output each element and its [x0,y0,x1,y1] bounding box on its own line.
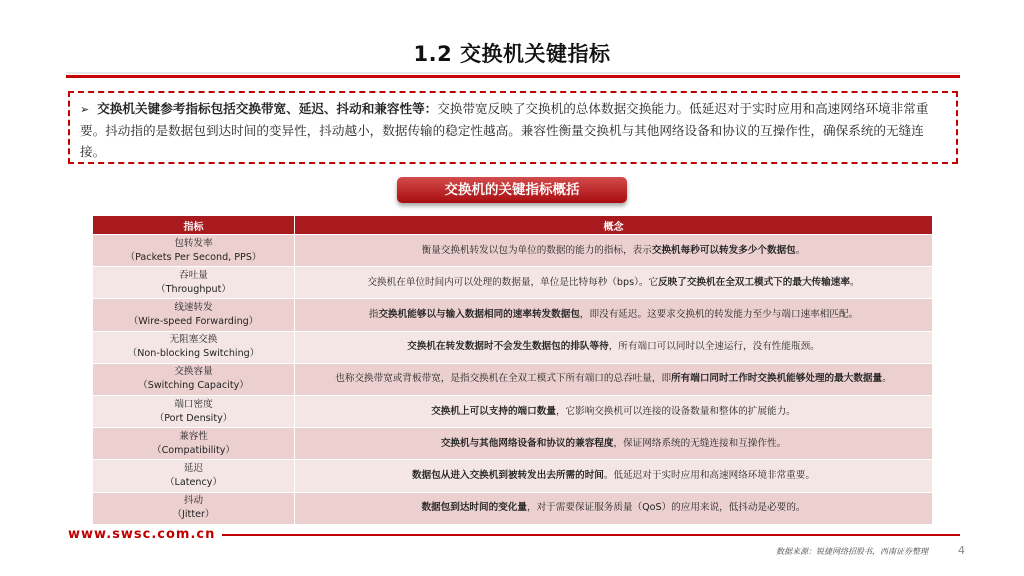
table-row [93,267,933,299]
concept-text: ，即没有延迟。这要求交换机的转发能力至少与端口速率相匹配。 [579,308,859,320]
concept-highlight: 交换机与其他网络设备和协议的兼容程度 [440,437,614,449]
metric-name-cell [93,460,295,492]
concept-text: 衡量交换机转发以包为单位的数据的能力的指标，表示 [421,244,652,256]
table-row [93,363,933,395]
metric-name-english: （Latency） [164,476,223,488]
metric-name-cell [93,299,295,331]
metric-name: 无阻塞交换 [169,334,218,346]
metric-name-cell [93,492,295,524]
metric-name-english: （Port Density） [154,412,233,424]
metric-name-english: （Non-blocking Switching） [127,348,260,360]
metric-name-cell [93,428,295,460]
metric-name: 抖动 [183,495,204,507]
table-row [93,331,933,363]
summary-box [68,91,958,164]
table-row [93,492,933,524]
metric-name-cell [93,363,295,395]
metric-name-english: （Wire-speed Forwarding） [128,315,259,327]
summary-lead: 交换机关键参考指标包括交换带宽、延迟、抖动和兼容性等： [97,101,438,116]
footer-source: 数据来源：锐捷网络招股书，西南证券整理 [776,547,928,556]
concept-text: 。 [882,373,892,385]
metric-concept-cell [295,331,933,363]
concept-text: 交换机在单位时间内可以处理的数据量，单位是比特每秒（bps）。它 [367,276,659,288]
metrics-table-body [93,235,933,525]
title-divider [66,72,960,78]
summary-body: 交换带宽反映了交换机的总体数据交换能力。低延迟对于实时应用和高速网络环境非常重要。抖动指的是数据包到达时间的变异性，抖动越小，数据传输的稳定性越高。兼容性衡量交换机与其他网络设备和协议的互操作性，确保系统的无缝连接。 [80,101,929,159]
column-header-concept: 概念 [295,216,933,235]
metric-name: 包转发率 [174,237,213,249]
footer-website: www.swsc.com.cn [68,527,216,542]
table-row [93,299,933,331]
metric-concept-cell [295,460,933,492]
concept-text: ，保证网络系统的无缝连接和互操作性。 [613,437,787,449]
arrow-bullet-icon: ➢ [80,103,90,116]
table-row [93,235,933,267]
concept-text: ，对于需要保证服务质量（QoS）的应用来说，低抖动是必要的。 [526,502,806,514]
table-row [93,460,933,492]
metric-concept-cell [295,235,933,267]
footer-divider [222,534,960,536]
metric-name: 线速转发 [174,301,213,313]
metric-concept-cell [295,492,933,524]
concept-text: 指 [368,308,379,320]
metric-concept-cell [295,363,933,395]
concept-highlight: 交换机能够以与输入数据相同的速率转发数据包 [378,308,580,320]
metric-name: 交换容量 [174,366,213,378]
metric-name-cell [93,331,295,363]
metric-name: 端口密度 [174,398,213,410]
concept-text: 。 [795,244,806,256]
concept-text: ，所有端口可以同时以全速运行，没有性能瓶颈。 [608,341,820,353]
column-header-metric: 指标 [93,216,295,235]
metric-name-cell [93,395,295,427]
metric-name: 兼容性 [179,430,208,442]
metric-concept-cell [295,395,933,427]
metric-name-english: （Jitter） [172,509,215,521]
concept-highlight: 所有端口同时工作时交换机能够处理的最大数据量 [671,373,883,385]
metric-name-english: （Switching Capacity） [138,380,249,392]
concept-text: 也称交换带宽或背板带宽，是指交换机在全双工模式下所有端口的总吞吐量，即 [335,373,672,385]
metric-name-english: （Packets Per Second, PPS） [125,251,262,263]
concept-text: ，它影响交换机可以连接的设备数量和整体的扩展能力。 [555,405,796,417]
concept-highlight: 交换机上可以支持的端口数量 [431,405,556,417]
metric-name-cell [93,267,295,299]
table-header-row [93,216,933,235]
metric-name: 延迟 [183,462,204,474]
metric-concept-cell [295,299,933,331]
concept-highlight: 交换机在转发数据时不会发生数据包的排队等待 [407,341,609,353]
metrics-table [92,215,933,525]
metric-concept-cell [295,267,933,299]
section-badge: 交换机的关键指标概括 [397,177,627,203]
page-number: 4 [958,544,965,557]
metric-concept-cell [295,428,933,460]
concept-highlight: 数据包到达时间的变化量 [421,502,527,514]
concept-highlight: 反映了交换机在全双工模式下的最大传输速率 [658,276,850,288]
table-row [93,428,933,460]
concept-text: 。低延迟对于实时应用和高速网络环境非常重要。 [603,469,815,481]
metric-name-english: （Compatibility） [151,444,236,456]
page-title: 1.2 交换机关键指标 [413,42,611,66]
table-row [93,395,933,427]
metric-name: 吞吐量 [179,269,208,281]
concept-text: 。 [849,276,860,288]
metric-name-cell [93,235,295,267]
metric-name-english: （Throughput） [156,283,231,295]
concept-highlight: 数据包从进入交换机到被转发出去所需的时间 [412,469,604,481]
concept-highlight: 交换机每秒可以转发多少个数据包 [651,244,796,256]
